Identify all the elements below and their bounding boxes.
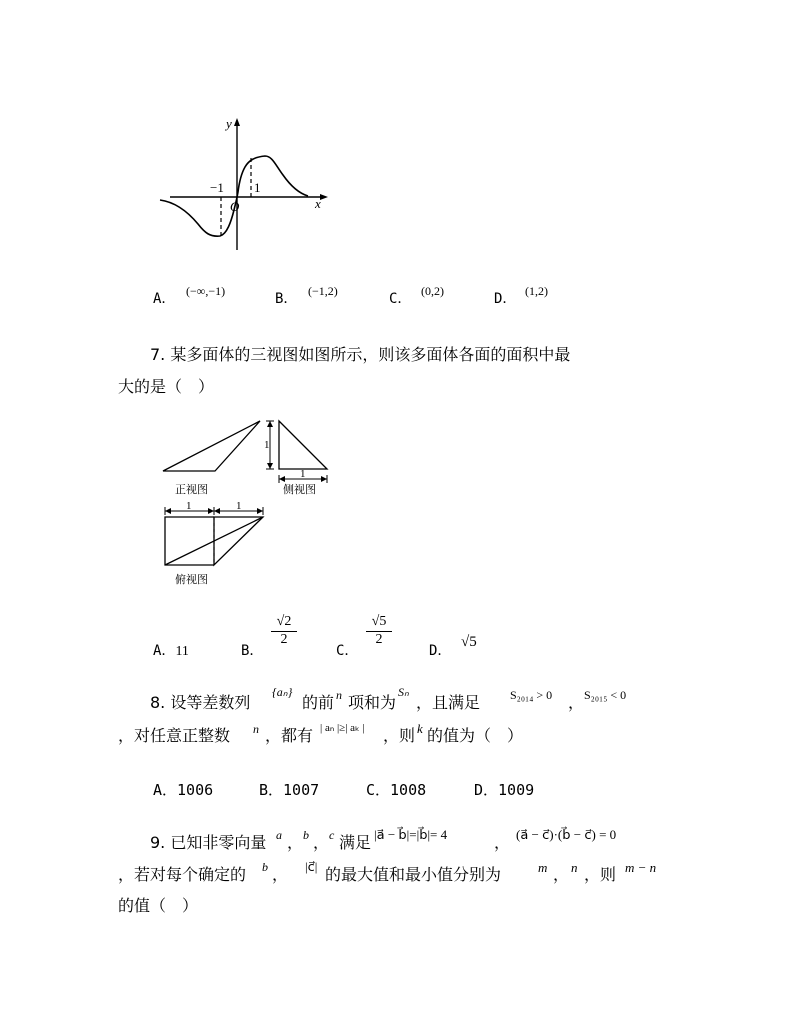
- q8-inequality: | aₙ |≥| aₖ |: [320, 722, 365, 734]
- q8-option-b[interactable]: [259, 779, 319, 800]
- arrow-right-icon: [321, 476, 327, 482]
- side-view-label: 侧视图: [283, 484, 316, 496]
- q7-option-b[interactable]: [241, 640, 263, 660]
- option-letter: D．: [429, 643, 452, 659]
- q9-condition1: |a⃗ − b⃗|=|b⃗|= 4: [374, 827, 448, 842]
- option-letter: C．: [389, 291, 412, 307]
- q9-sep2: ，: [313, 833, 330, 852]
- fraction-numerator: √2: [271, 614, 297, 632]
- option-value: 1008: [390, 781, 427, 799]
- q8-condition1: S₂₀₁₄ > 0: [510, 688, 553, 702]
- x-label: x: [315, 196, 321, 211]
- arrow-left-icon: [165, 508, 171, 514]
- q8-var-n: n: [336, 688, 342, 702]
- q9-line2-part5: ，则: [584, 865, 617, 884]
- q8-var-sn: Sₙ: [398, 685, 409, 699]
- q8-text-part4: ，且满足: [416, 693, 481, 712]
- three-view-drawing: [155, 413, 340, 591]
- option-letter: C．: [366, 781, 391, 799]
- q8-option-a[interactable]: [153, 779, 213, 800]
- q9-vector-b: b⃗: [303, 828, 319, 842]
- function-graph: [150, 112, 335, 257]
- arrow-down-icon: [267, 463, 273, 469]
- q9-line2-part2: ，: [272, 865, 289, 884]
- q9-line2-part4: ，: [553, 865, 570, 884]
- y-label: y: [226, 116, 232, 131]
- q8-text-part1: 8. 设等差数列: [150, 693, 251, 712]
- q8-line2-part4: 的值为（ ）: [427, 726, 524, 745]
- q8-condition2: S₂₀₁₅ < 0: [584, 688, 627, 702]
- top-width-left-label: 1: [186, 500, 192, 512]
- side-width-label: 1: [300, 468, 306, 480]
- top-view-label: 俯视图: [175, 574, 208, 586]
- top-width-right-label: 1: [236, 500, 242, 512]
- q8-comma: ，: [568, 693, 585, 712]
- q9-var-n: n: [571, 860, 578, 875]
- q9-condition2: (a⃗ − c⃗)·(b⃗ − c⃗) = 0: [516, 827, 617, 842]
- q9-vector-a: a⃗: [276, 828, 292, 842]
- option-letter: B．: [241, 643, 264, 659]
- q9-text-part2: 满足: [339, 833, 372, 852]
- option-letter: A．: [153, 781, 178, 799]
- arrow-right-icon: [208, 508, 214, 514]
- function-curve: [160, 156, 308, 236]
- arrow-left-icon: [214, 508, 220, 514]
- q8-text-part3: 项和为: [348, 693, 397, 712]
- q7-text-line1: 7. 某多面体的三视图如图所示，则该多面体各面的面积中最: [150, 345, 571, 364]
- front-view-label: 正视图: [175, 484, 208, 496]
- option-letter: D．: [474, 781, 499, 799]
- q6-option-d-value: (1,2): [525, 284, 548, 298]
- tick-label-neg-one: −1: [210, 180, 224, 195]
- fraction-numerator: √5: [366, 614, 392, 632]
- q8-option-c[interactable]: [366, 779, 426, 800]
- option-value: 11: [175, 644, 189, 659]
- q7-option-a[interactable]: [153, 640, 189, 660]
- option-value: 1007: [283, 781, 320, 799]
- origin-label: O: [230, 199, 240, 214]
- option-letter: D．: [494, 291, 517, 307]
- q6-option-a[interactable]: [153, 288, 175, 308]
- q6-option-d[interactable]: [494, 288, 516, 308]
- tick-label-one: 1: [254, 180, 261, 195]
- q9-expr-m-minus-n: m − n: [625, 860, 657, 875]
- q7-option-b-fraction: [271, 614, 297, 648]
- option-letter: C．: [336, 643, 359, 659]
- q9-var-m: m: [538, 860, 548, 875]
- option-letter: A．: [153, 643, 176, 659]
- q9-vector-c: c⃗: [329, 828, 344, 842]
- q9-text-line3: 的值（ ）: [118, 896, 199, 915]
- q9-abs-c: |c⃗|: [305, 859, 318, 874]
- fraction-denominator: 2: [280, 632, 288, 647]
- option-letter: A．: [153, 291, 176, 307]
- q8-option-d[interactable]: [474, 779, 534, 800]
- option-letter: B．: [259, 781, 284, 799]
- q9-vector-b2: b⃗: [262, 860, 278, 874]
- option-value: 1009: [498, 781, 535, 799]
- q6-option-c[interactable]: [389, 288, 411, 308]
- q8-var-k: k: [417, 721, 423, 736]
- q8-line2-part1: ，对任意正整数: [118, 726, 231, 745]
- side-view-shape: [279, 421, 327, 469]
- q9-text-part1: 9. 已知非零向量: [150, 833, 267, 852]
- arrow-left-icon: [279, 476, 285, 482]
- q8-line2-part2: ，都有: [265, 726, 314, 745]
- q9-sep1: ，: [287, 833, 304, 852]
- q7-option-d-value: √5: [461, 634, 477, 650]
- q8-sequence: {aₙ}: [272, 685, 293, 699]
- q8-var-n2: n: [253, 722, 259, 736]
- x-arrow-icon: [320, 194, 328, 200]
- y-arrow-icon: [234, 118, 240, 126]
- arrow-right-icon: [257, 508, 263, 514]
- option-value: 1006: [177, 781, 214, 799]
- side-height-label: 1: [264, 439, 270, 451]
- q6-option-c-value: (0,2): [421, 284, 444, 298]
- q7-text-line2: 大的是（ ）: [118, 377, 215, 396]
- q6-option-a-value: (−∞,−1): [186, 284, 226, 298]
- option-letter: B．: [275, 291, 298, 307]
- q7-option-d[interactable]: [429, 640, 451, 660]
- q6-option-b-value: (−1,2): [308, 284, 338, 298]
- q7-option-c[interactable]: [336, 640, 358, 660]
- fraction-denominator: 2: [375, 632, 383, 647]
- q9-line2-part3: 的最大值和最小值分别为: [325, 865, 502, 884]
- q6-option-b[interactable]: [275, 288, 297, 308]
- q8-text-part2: 的前: [302, 693, 335, 712]
- q9-sep3: ，: [494, 833, 511, 852]
- q8-line2-part3: ，则: [383, 726, 416, 745]
- q7-option-c-fraction: [366, 614, 392, 648]
- front-view-shape: [163, 421, 260, 471]
- q9-line2-part1: ，若对每个确定的: [118, 865, 247, 884]
- arrow-up-icon: [267, 421, 273, 427]
